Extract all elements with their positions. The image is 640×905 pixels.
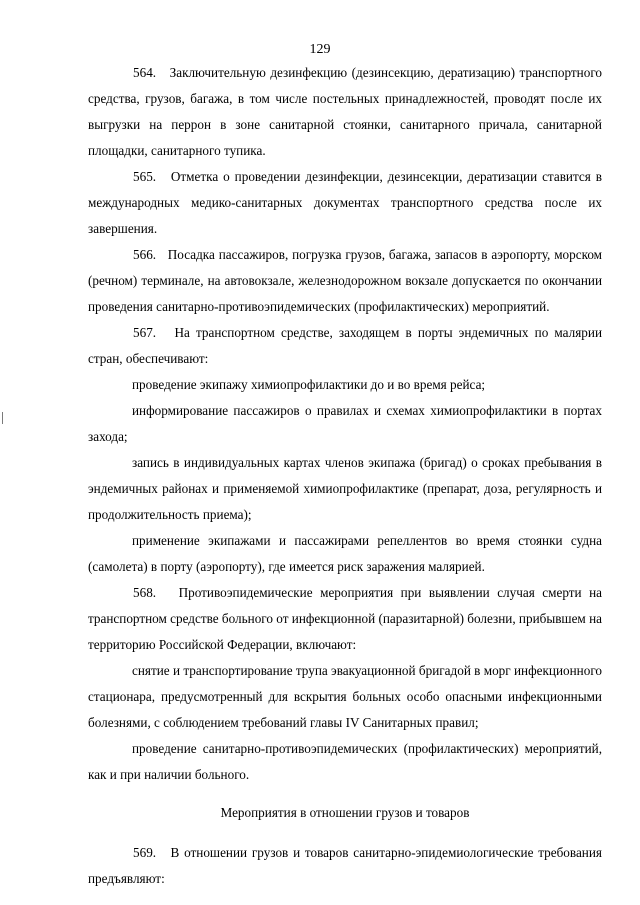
paragraph-number: 565. bbox=[133, 169, 157, 184]
list-item: запись в индивидуальных картах членов экипажа (бригад) о сроках пребывания в эндемичных районах и применяемой химиопрофилактике (препарат, доза, регулярность и продолжительность приема); bbox=[88, 455, 602, 522]
paragraph-number: 566. bbox=[133, 247, 157, 262]
section-heading: Мероприятия в отношении грузов и товаров bbox=[220, 805, 470, 820]
paragraph-text: В отношении грузов и товаров санитарно-эпидемиологические требования предъявляют: bbox=[88, 845, 602, 886]
paragraph-number: 568. bbox=[133, 585, 157, 600]
paragraph-number: 569. bbox=[133, 845, 157, 860]
list-item: информирование пассажиров о правилах и схемах химиопрофилактики в портах захода; bbox=[88, 403, 602, 444]
paragraph-text: На транспортном средстве, заходящем в порты эндемичных по малярии стран, обеспечивают: bbox=[88, 325, 603, 366]
document-body bbox=[88, 60, 602, 892]
paragraph-568 bbox=[88, 580, 602, 658]
paragraph-text: Посадка пассажиров, погрузка грузов, багажа, запасов в аэропорту, морском (речном) терминале, на автовокзале, железнодорожном вокзале допускается по окончании проведения санитарно-противоэпидемических (профилактических) мероприятий. bbox=[88, 247, 603, 314]
list-item: применение экипажами и пассажирами репеллентов во время стоянки судна (самолета) в порту (аэропорту), где имеется риск заражения малярией. bbox=[88, 533, 602, 574]
list-item: проведение санитарно-противоэпидемических (профилактических) мероприятий, как и при наличии больного. bbox=[88, 741, 602, 782]
paragraph-text: Отметка о проведении дезинфекции, дезинсекции, дератизации ставится в международных медико-санитарных документах транспортного средства после их завершения. bbox=[88, 169, 602, 236]
paragraph-text: Противоэпидемические мероприятия при выявлении случая смерти на транспортном средстве больного от инфекционной (паразитарной) болезни, прибывшем на территорию Российской Федерации, включают: bbox=[88, 585, 602, 652]
list-item: проведение экипажу химиопрофилактики до и во время рейса; bbox=[132, 377, 486, 392]
paragraph-569 bbox=[88, 840, 602, 892]
paragraph-566 bbox=[88, 242, 602, 320]
page-number: 129 bbox=[309, 42, 331, 57]
paragraph-text: Заключительную дезинфекцию (дезинсекцию, дератизацию) транспортного средства, грузов, багажа, в том числе постельных принадлежностей, проводят после их выгрузки на перрон в зоне санитарной стоянки, санитарного причала, санитарной площадки, санитарного тупика. bbox=[88, 65, 602, 158]
paragraph-567 bbox=[88, 320, 602, 372]
paragraph-number: 567. bbox=[133, 325, 157, 340]
paragraph-564 bbox=[88, 60, 602, 164]
list-item: снятие и транспортирование трупа эвакуационной бригадой в морг инфекционного стационара, предусмотренный для вскрытия больных особо опасными инфекционными болезнями, с соблюдением требований главы IV Санитарных правил; bbox=[88, 663, 602, 730]
scan-mark bbox=[2, 412, 3, 424]
paragraph-565 bbox=[88, 164, 602, 242]
paragraph-number: 564. bbox=[133, 65, 157, 80]
